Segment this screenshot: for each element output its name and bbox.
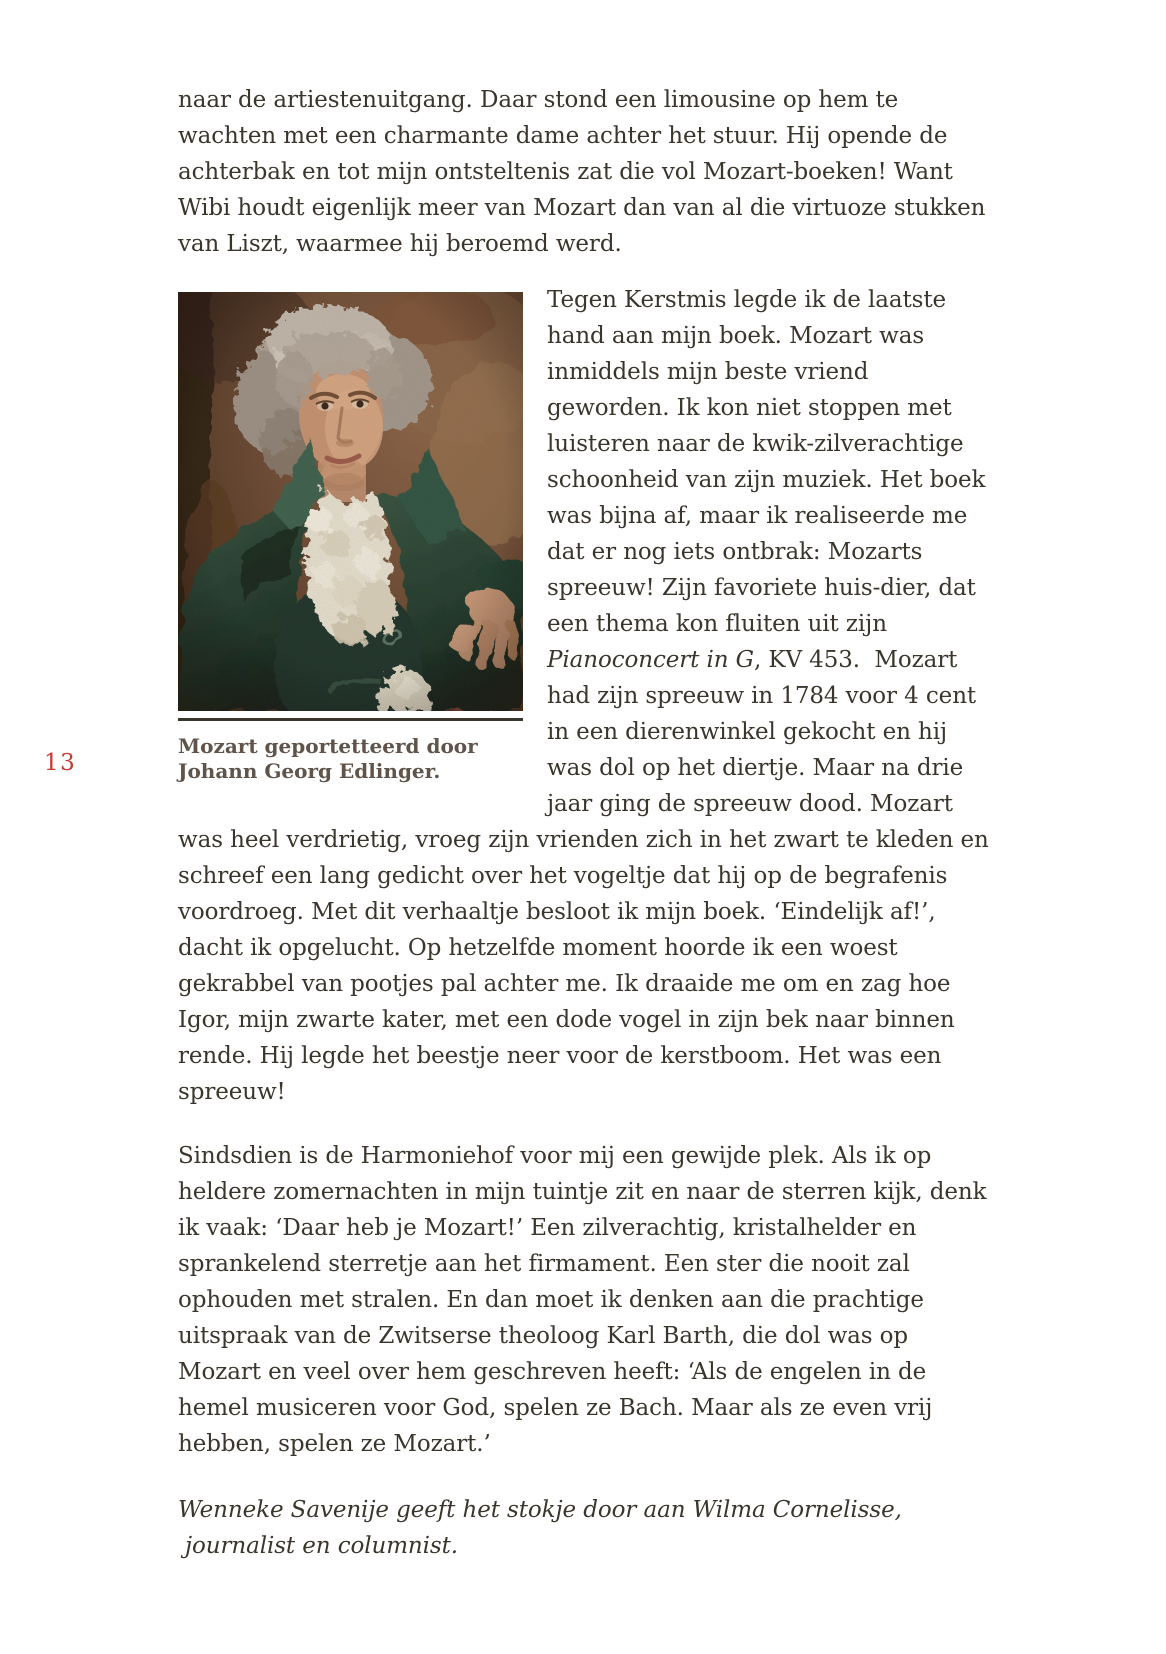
paragraph-harmoniehof: Sindsdien is de Harmoniehof voor mij een gewijde plek. Als ik op heldere zomernachten in mijn tuintje zit en naar de sterren kijk, denk ik vaak: ‘Daar heb je Mozart!’ Een zilverachtig, kristalhelder en sprankelend sterretje aan het firmament. Een ster die nooit zal ophouden met stralen. En dan moet ik denken aan die prachtige uitspraak van de Zwitserse theoloog Karl Barth, die dol was op Mozart en veel over hem geschreven heeft: ‘Als de engelen in de hemel musiceren voor God, spelen ze Bach. Maar als ze even vrij hebben, spelen ze Mozart.’ xyxy=(178,1143,987,1457)
figure-caption xyxy=(178,734,523,784)
figure-caption-line2: Johann Georg Edlinger. xyxy=(178,758,441,783)
work-title-italic: Pianoconcert in G xyxy=(547,647,754,673)
paragraph-text: Tegen Kerstmis legde ik de laatste hand aan mijn boek. Mozart was inmiddels mijn beste vriend geworden. Ik kon niet stoppen met luisteren naar de kwik-zilverachtige schoonheid van zijn muziek. Het boek was bijna af, maar ik realiseerde me dat er nog iets ontbrak: Mozarts spreeuw! Zijn favoriete huis-dier, dat een thema kon fluiten uit zijn xyxy=(547,287,986,637)
footer-line1: Wenneke Savenije geeft het stokje door aan Wilma Cornelisse, xyxy=(178,1497,902,1523)
caption-rule xyxy=(178,718,523,721)
page-content xyxy=(178,82,996,1564)
figure-mozart-portrait xyxy=(178,292,523,784)
paragraph-text: , KV 453. Mozart had zijn spreeuw in 1784 voor 4 cent in een dierenwinkel gekocht en hij was dol op het diertje. Maar na drie jaar ging de spreeuw dood. Mozart was heel verdrietig, vroeg zijn vrienden zich in het zwart te kleden en schreef een lang gedicht over het vogeltje dat hij op de begrafenis voordroeg. Met dit verhaaltje besloot ik mijn boek. ‘Eindelijk af!’, dacht ik opgelucht. Op hetzelfde moment hoorde ik een woest gekrabbel van pootjes pal achter me. Ik draaide me om en zag hoe Igor, mijn zwarte kater, met een dode vogel in zijn bek naar binnen rende. Hij legde het beestje neer voor de kerstboom. Het was een spreeuw! xyxy=(178,647,989,1105)
author-handover-note xyxy=(178,1492,996,1564)
footer-line2: journalist en columnist. xyxy=(185,1533,458,1559)
figure-caption-line1: Mozart geportetteerd door xyxy=(178,733,478,758)
mozart-portrait-image xyxy=(178,292,523,711)
page-number: 13 xyxy=(44,750,77,776)
paragraph-artiestenuitgang: naar de artiestenuitgang. Daar stond een limousine op hem te wachten met een charmante dame achter het stuur. Hij opende de achterbak en tot mijn ontsteltenis zat die vol Mozart-boeken! Want Wibi houdt eigenlijk meer van Mozart dan van al die virtuoze stukken van Liszt, waarmee hij beroemd werd. xyxy=(178,87,986,257)
